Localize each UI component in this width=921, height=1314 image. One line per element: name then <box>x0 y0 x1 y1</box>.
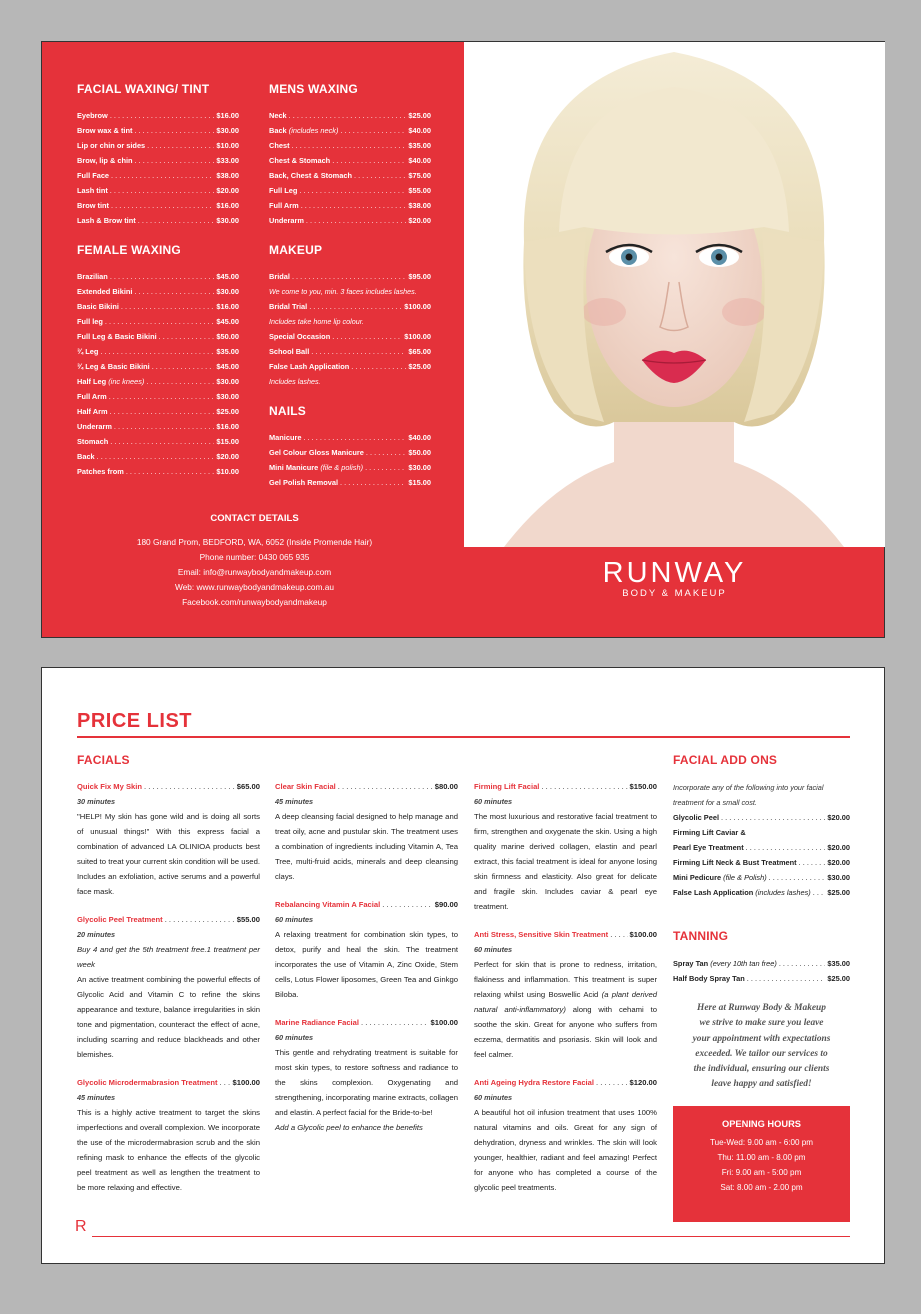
addons-column <box>673 753 850 1093</box>
brochure-back <box>41 667 885 1264</box>
price-row: Full Face . . . $38.00 <box>77 168 239 183</box>
addon-row: Firming Lift Caviar & <box>673 828 746 837</box>
price-row: ¾ Leg . . . $35.00 <box>77 344 239 359</box>
price-row: Brow tint . . . $16.00 <box>77 198 239 213</box>
contact-facebook: Facebook.com/runwaybodyandmakeup <box>182 597 327 607</box>
price-row: Half Arm . . . $25.00 <box>77 404 239 419</box>
brand-logo <box>464 547 885 638</box>
price-row: Back (includes neck) . . . $40.00 <box>269 123 431 138</box>
treatment-duration: 60 minutes <box>474 1093 513 1102</box>
treatment-row: Anti Stress, Sensitive Skin Treatment . . . $100.00 <box>474 928 657 942</box>
brand-subtitle: BODY & MAKEUP <box>622 588 727 599</box>
addons-intro: Incorporate any of the following into your facial treatment for a small cost. <box>673 783 824 807</box>
price-row: False Lash Application . . . $25.00 <box>269 359 431 374</box>
tagline: Here at Runway Body & Makeup we strive to make sure you leave your appointment with expectations exceeded. We tailor our services to the individual, ensuring our clients leave happy and satisfied! <box>692 1003 831 1090</box>
facials-column-2 <box>275 753 458 1149</box>
tanning-row: Spray Tan (every 10th tan free) . . . $35.00 <box>673 956 850 971</box>
contact-details <box>82 513 427 610</box>
price-row: Special Occasion . . . $100.00 <box>269 329 431 344</box>
hours-line: Thu: 11.00 am - 8.00 pm <box>717 1153 806 1162</box>
section-title: MENS WAXING <box>269 82 358 96</box>
footer-divider <box>92 1236 850 1237</box>
hours-line: Fri: 9.00 am - 5:00 pm <box>721 1168 802 1177</box>
treatment <box>474 1076 657 1195</box>
treatment-duration: 60 minutes <box>275 1033 314 1042</box>
treatment-row: Rebalancing Vitamin A Facial . . . $90.00 <box>275 898 458 912</box>
treatment <box>275 898 458 1002</box>
price-row: Underarm . . . $20.00 <box>269 213 431 228</box>
treatment <box>77 1076 260 1195</box>
contact-address: 180 Grand Prom, BEDFORD, WA, 6052 (Inside Promende Hair) <box>136 537 373 547</box>
treatment-row: Anti Ageing Hydra Restore Facial . . . $120.00 <box>474 1076 657 1090</box>
addon-row: Glycolic Peel . . . $20.00 <box>673 810 850 825</box>
treatment-row: Clear Skin Facial . . . $80.00 <box>275 780 458 794</box>
treatment <box>474 780 657 914</box>
price-row: Patches from . . . $10.00 <box>77 464 239 479</box>
section-title: NAILS <box>269 404 306 418</box>
treatment-row: Quick Fix My Skin . . . $65.00 <box>77 780 260 794</box>
addon-row: Firming Lift Neck & Bust Treatment . . . $20.00 <box>673 855 850 870</box>
menu-column-left <box>77 82 239 494</box>
treatment-duration: 45 minutes <box>275 797 314 806</box>
treatment-extra: Add a Glycolic peel to enhance the benefits <box>275 1123 423 1132</box>
treatment-description: "HELP! My skin has gone wild and is doing all sorts of unusual things!" With this express facial a combination of advanced LA OLINIOA products best suited to treat your current skin condition will be used. Includes an exfoliation, active serums and a powerful face mask. <box>77 812 260 896</box>
price-row: Bridal . . . $95.00 <box>269 269 431 284</box>
price-note: Includes lashes. <box>269 377 321 386</box>
facials-heading: FACIALS <box>77 753 130 767</box>
hours-line: Tue-Wed: 9.00 am - 6:00 pm <box>709 1138 814 1147</box>
price-row: Brazilian . . . $45.00 <box>77 269 239 284</box>
mens-waxing-section <box>269 82 431 228</box>
title-divider <box>77 736 850 738</box>
contact-title: CONTACT DETAILS <box>210 513 299 524</box>
female-waxing-section <box>77 243 239 479</box>
hours-line: Sat: 8.00 am - 2.00 pm <box>720 1183 803 1192</box>
price-row: Extended Bikini . . . $30.00 <box>77 284 239 299</box>
treatment <box>77 913 260 1062</box>
facials-column-3 <box>474 753 657 1209</box>
price-row: Lip or chin or sides . . . $10.00 <box>77 138 239 153</box>
section-title: FEMALE WAXING <box>77 243 181 257</box>
footer-logo-mark: R <box>75 1218 87 1235</box>
facial-waxing-section <box>77 82 239 228</box>
treatment <box>275 780 458 884</box>
treatment-duration: 20 minutes <box>77 930 116 939</box>
treatment-row: Marine Radiance Facial . . . $100.00 <box>275 1016 458 1030</box>
price-row: Brow wax & tint . . . $30.00 <box>77 123 239 138</box>
treatment-description: A relaxing treatment for combination skin types, to detox, purify and heal the skin. The treatment incorporates the use of Vitamin A, Zinc Oxide, Stem cells, Lotus Flower liposomes, Green Tea and Ginkgo Biloba. <box>275 930 458 999</box>
treatment <box>275 1016 458 1135</box>
price-row: Full Leg . . . $55.00 <box>269 183 431 198</box>
price-row: Full Leg & Basic Bikini . . . $50.00 <box>77 329 239 344</box>
treatment-duration: 45 minutes <box>77 1093 116 1102</box>
addon-row: Pearl Eye Treatment . . . $20.00 <box>673 840 850 855</box>
treatment <box>77 780 260 899</box>
treatment-description: An active treatment combining the powerful effects of Glycolic Acid and Vitamin C to refine the skins appearance and texture, balance irregularities in skin tone and pigmentation, counteract the effect of acne, including scarring and reduce blackheads and other blemishes. <box>77 975 260 1059</box>
price-list-title: PRICE LIST <box>77 710 193 732</box>
price-row: Chest & Stomach . . . $40.00 <box>269 153 431 168</box>
makeup-section <box>269 243 431 389</box>
menu-column-right <box>269 82 431 505</box>
price-row: Neck . . . $25.00 <box>269 108 431 123</box>
price-row: Bridal Trial . . . $100.00 <box>269 299 431 314</box>
opening-hours-title: OPENING HOURS <box>721 1119 802 1129</box>
contact-email: Email: info@runwaybodyandmakeup.com <box>177 567 332 577</box>
model-photo <box>464 42 885 547</box>
price-row: Lash & Brow tint . . . $30.00 <box>77 213 239 228</box>
price-row: Lash tint . . . $20.00 <box>77 183 239 198</box>
treatment-description: The most luxurious and restorative facial treatment to firm, strengthen and oxygenate the skin. Using a high quality marine derived collagen, elastin and pearl extract, this facial treatment is ideal for anyone losing skin firmness and elasticity. Also great for delicate and fragile skin. Includes caviar & pearl eye treatment. <box>474 812 657 911</box>
treatment-description: A beautiful hot oil infusion treatment that uses 100% natural vitamins and oils. Great for any sign of dehydration, dryness and wrinkles. The skin will look younger, healthier, radiant and feel amazing! Perfect for anyone who has completed a course of the glycolic peel treatments. <box>474 1108 657 1192</box>
brand-name: RUNWAY <box>602 557 747 589</box>
price-note: We come to you, min. 3 faces includes lashes. <box>269 287 417 296</box>
section-title: MAKEUP <box>269 243 323 257</box>
treatment-offer: Buy 4 and get the 5th treatment free.1 treatment per week <box>77 945 260 969</box>
price-row: Full leg . . . $45.00 <box>77 314 239 329</box>
section-title: FACIAL WAXING/ TINT <box>77 82 210 96</box>
price-row: Brow, lip & chin . . . $33.00 <box>77 153 239 168</box>
contact-web: Web: www.runwaybodyandmakeup.com.au <box>175 582 334 592</box>
treatment-description: This is a highly active treatment to target the skins imperfections and overall complexion. We incorporate the use of the microdermabrasion scrub and the skin refining mask to enhance the effects of the glycolic peel treatment as well as lengthen the treatment to be more relaxing and effective. <box>77 1108 260 1192</box>
price-row: Eyebrow . . . $16.00 <box>77 108 239 123</box>
tanning-row: Half Body Spray Tan . . . $25.00 <box>673 971 850 986</box>
contact-phone: Phone number: 0430 065 935 <box>199 552 310 562</box>
nails-section <box>269 404 431 490</box>
price-row: Gel Polish Removal . . . $15.00 <box>269 475 431 490</box>
opening-hours-box <box>673 1106 850 1222</box>
treatment-row: Glycolic Microdermabrasion Treatment . . . $100.00 <box>77 1076 260 1090</box>
price-row: Back . . . $20.00 <box>77 449 239 464</box>
price-row: Basic Bikini . . . $16.00 <box>77 299 239 314</box>
price-row: Back, Chest & Stomach . . . $75.00 <box>269 168 431 183</box>
treatment-duration: 60 minutes <box>275 915 314 924</box>
price-row: Stomach . . . $15.00 <box>77 434 239 449</box>
price-row: School Ball . . . $65.00 <box>269 344 431 359</box>
treatment-row: Firming Lift Facial . . . $150.00 <box>474 780 657 794</box>
price-row: Full Arm . . . $30.00 <box>77 389 239 404</box>
facial-addons-heading: FACIAL ADD ONS <box>673 753 778 767</box>
brochure-front <box>41 41 885 638</box>
model-portrait-illustration <box>464 42 885 547</box>
tanning-heading: TANNING <box>673 929 729 943</box>
facials-column-1 <box>77 753 260 1209</box>
price-row: ¾ Leg & Basic Bikini . . . $45.00 <box>77 359 239 374</box>
price-row: Chest . . . $35.00 <box>269 138 431 153</box>
addon-row: False Lash Application (includes lashes) . . . $25.00 <box>673 885 850 900</box>
treatment <box>474 928 657 1062</box>
treatment-duration: 60 minutes <box>474 797 513 806</box>
treatment-duration: 60 minutes <box>474 945 513 954</box>
treatment-duration: 30 minutes <box>77 797 116 806</box>
price-note: Includes take home lip colour. <box>269 317 364 326</box>
addon-row: Mini Pedicure (file & Polish) . . . $30.00 <box>673 870 850 885</box>
price-row: Manicure . . . $40.00 <box>269 430 431 445</box>
treatment-description: A deep cleansing facial designed to help manage and treat oily, acne and pustular skin. The treatment uses a combination of ingredients including Vitamin A, Tea Tree, multi-fruid acids, minerals and deep cleansing clays. <box>275 812 458 881</box>
treatment-description: This gentle and rehydrating treatment is suitable for most skin types, to restore softness and radiance to the skins complexion. Oxygenating and strengthening, incorporating marine extracts, collagen and elastin. A perfect facial for the Bride-to-be! <box>275 1048 458 1117</box>
treatment-row: Glycolic Peel Treatment . . . $55.00 <box>77 913 260 927</box>
price-row: Underarm . . . $16.00 <box>77 419 239 434</box>
treatment-description: Perfect for skin that is prone to redness, irritation, flakiness and inflammation. This treatment is super relaxing whilst using Boswellic Acid (a plant derived natural anti-inflammatory) along with cehami to soothe the skin. Great for anyone who suffers from eczema, dermatitis and psoriasis. Skin will look and feel calmer. <box>474 960 657 1059</box>
price-row: Half Leg (inc knees) . . . $30.00 <box>77 374 239 389</box>
price-row: Gel Colour Gloss Manicure . . . $50.00 <box>269 445 431 460</box>
price-row: Full Arm . . . $38.00 <box>269 198 431 213</box>
price-row: Mini Manicure (file & polish) . . . $30.00 <box>269 460 431 475</box>
